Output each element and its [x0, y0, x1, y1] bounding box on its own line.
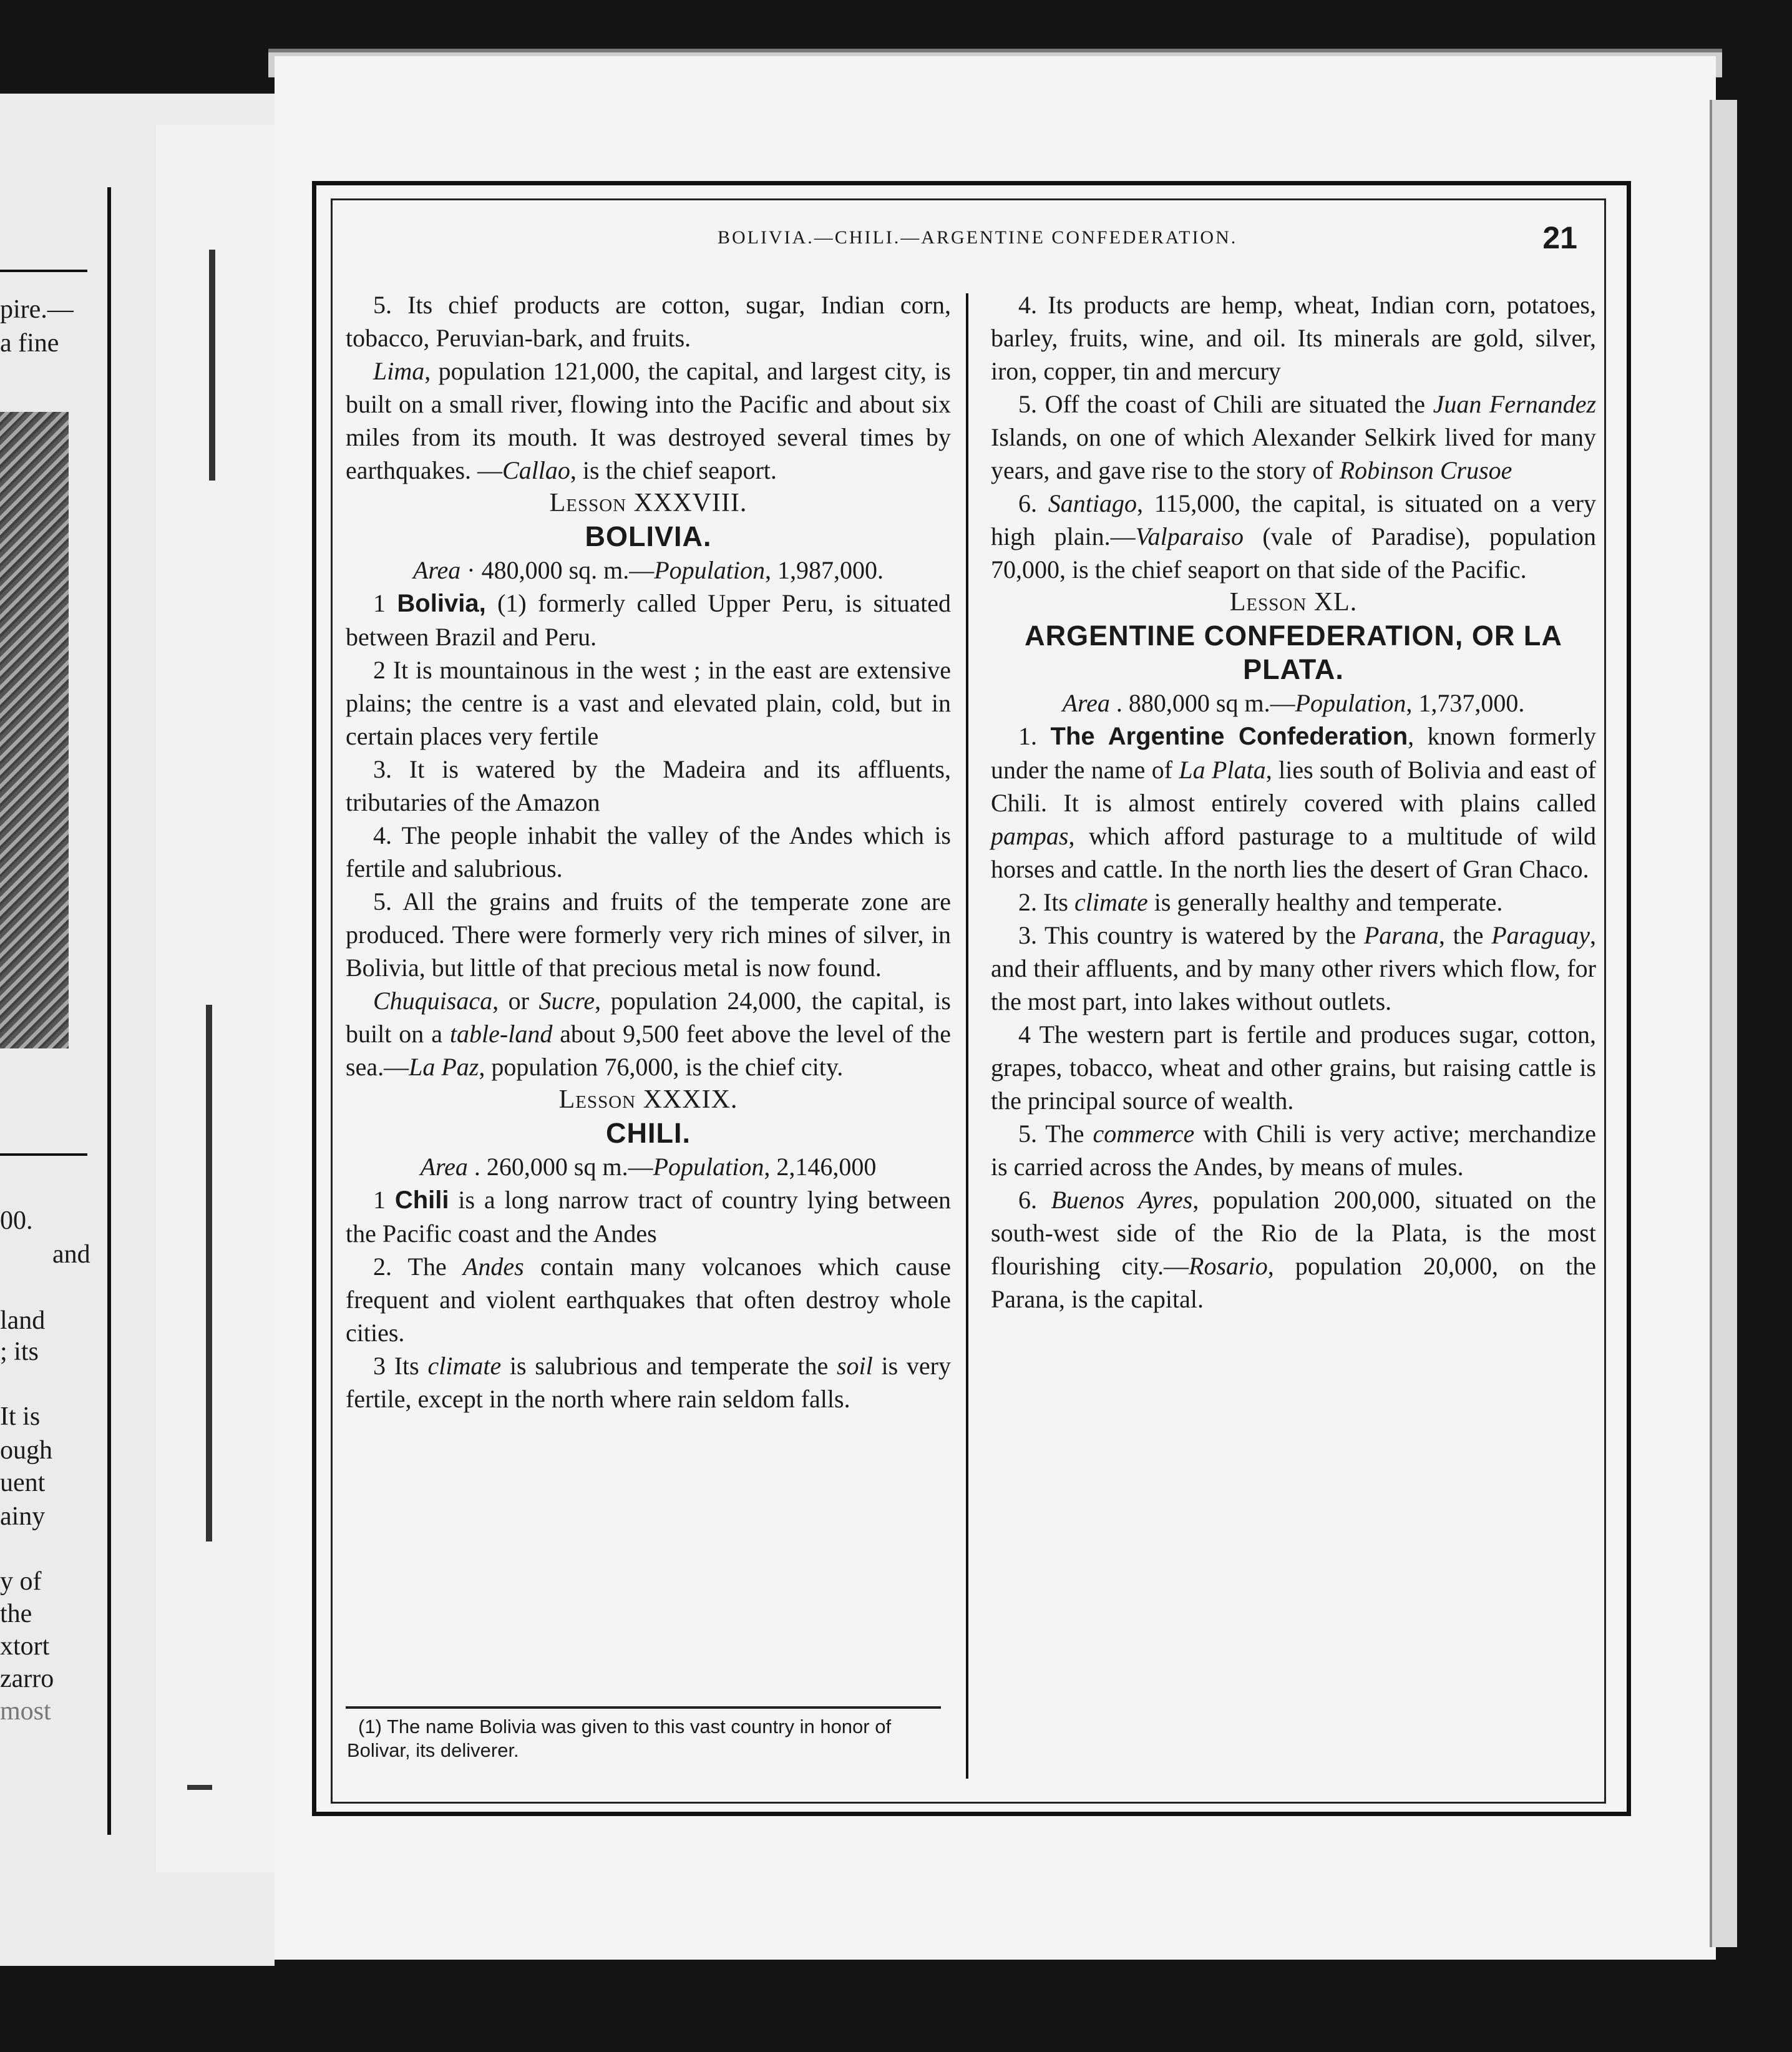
- left-fragment: y of: [0, 1567, 42, 1596]
- left-page-illustration: [0, 412, 69, 1048]
- paragraph: [991, 1117, 1596, 1183]
- population-label: Population: [1295, 689, 1406, 717]
- text: 6.: [1018, 489, 1048, 517]
- book-gutter: [156, 125, 281, 1872]
- footnote-rule: [346, 1706, 941, 1709]
- area-label: Area: [412, 556, 461, 584]
- text: 6.: [1018, 1186, 1051, 1214]
- page-number: 21: [1542, 220, 1577, 255]
- place-name: Rosario: [1189, 1252, 1268, 1280]
- population-label: Population: [654, 556, 766, 584]
- place-name: La Plata: [1179, 756, 1266, 784]
- text: (vale of Paradise), population 70,000, is the chief seaport on that side of the Pacific.: [991, 522, 1597, 584]
- left-fragment: and: [52, 1240, 90, 1269]
- place-name: Juan Fernandez: [1433, 390, 1597, 418]
- text: , the: [1438, 921, 1492, 949]
- left-fragment: ainy: [0, 1502, 46, 1531]
- text: 5. Off the coast of Chili are situated the: [1018, 390, 1433, 418]
- paragraph: [346, 1349, 951, 1415]
- place-name: Chuquisaca: [373, 987, 493, 1015]
- text: , or: [492, 987, 539, 1015]
- place-name: Lima: [373, 357, 425, 385]
- place-name: Sucre: [538, 987, 595, 1015]
- text: Islands, on one of which Alexander Selkirk lived for many years, and gave rise to the story of: [991, 423, 1596, 484]
- left-fragment: the: [0, 1600, 32, 1628]
- section-heading: BOLIVIA.: [585, 520, 712, 552]
- text: contain many volcanoes which cause frequent and violent earthquakes that often destroy whole cities.: [346, 1253, 951, 1347]
- binding-ornament: [209, 250, 215, 481]
- text: 2. The: [373, 1253, 463, 1281]
- right-column: [991, 288, 1596, 1316]
- left-fragment: pire.—: [0, 295, 74, 324]
- left-fragment: uent: [0, 1468, 46, 1497]
- place-name: Valparaiso: [1135, 522, 1244, 550]
- place-name: Buenos Ayres: [1051, 1186, 1193, 1214]
- left-fragment: land: [0, 1306, 46, 1335]
- text: with Chili is very active; merchandize is carried across the Andes, by means of mules.: [991, 1120, 1596, 1181]
- paragraph: [991, 1183, 1596, 1316]
- area-value: . 260,000 sq m.—: [467, 1153, 653, 1181]
- text: , population 200,000, situated on the south-west side of the Rio de la Plata, is the most flourishing city.—: [991, 1186, 1597, 1280]
- text: , population 20,000, on the Parana, is the capital.: [991, 1252, 1596, 1313]
- paragraph: [346, 1183, 951, 1250]
- lesson-title: Lesson XXXVIII.: [549, 489, 747, 517]
- text: 3 Its: [373, 1352, 428, 1380]
- text: is a long narrow tract of country lying between the Pacific coast and the Andes: [346, 1186, 951, 1248]
- population-value: , 1,987,000.: [765, 556, 884, 584]
- paragraph: [991, 388, 1596, 487]
- text: 3. This country is watered by the: [1018, 921, 1364, 949]
- text: (1) formerly called Upper Peru, is situated between Brazil and Peru.: [346, 589, 952, 651]
- text: , which afford pasturage to a multitude of wild horses and cattle. In the north lies the desert of Gran Chaco.: [991, 822, 1596, 883]
- left-fragment: most: [0, 1697, 51, 1726]
- left-fragment: ; its: [0, 1337, 39, 1366]
- column-divider: [966, 293, 968, 1779]
- left-fragment: xtort: [0, 1632, 50, 1661]
- area-label: Area: [420, 1153, 468, 1181]
- left-fragment: zarro: [0, 1664, 54, 1693]
- text: , known formerly under the name of: [991, 722, 1597, 784]
- paragraph: 4 The western part is fertile and produces sugar, cotton, grapes, tobacco, wheat and other grains, but raising cattle is the principal source of wealth.: [991, 1020, 1596, 1115]
- area-population-line: [346, 1150, 951, 1183]
- population-label: Population: [653, 1153, 764, 1181]
- left-page-rule: [0, 1153, 87, 1156]
- section-heading: ARGENTINE CONFEDERATION, OR LA PLATA.: [1025, 620, 1562, 685]
- section-heading: CHILI.: [606, 1117, 691, 1149]
- paragraph: 2 It is mountainous in the west ; in the east are extensive plains; the centre is a vast and elevated plain, cold, but in certain places very fertile: [346, 656, 951, 750]
- text: , is the chief seaport.: [570, 456, 777, 484]
- place-name: La Paz: [409, 1053, 479, 1081]
- term: climate: [1074, 888, 1148, 916]
- paragraph: 4. Its products are hemp, wheat, Indian corn, potatoes, barley, fruits, wine, and oil. Its minerals are gold, silver, iron, copper, tin and mercury: [991, 291, 1596, 385]
- population-value: , 2,146,000: [764, 1153, 877, 1181]
- area-label: Area: [1062, 689, 1110, 717]
- binding-ornament: [187, 1785, 212, 1790]
- keyword: Chili: [394, 1186, 449, 1214]
- text: 1: [373, 1186, 395, 1214]
- text: is generally healthy and temperate.: [1147, 888, 1503, 916]
- place-name: Andes: [462, 1253, 524, 1281]
- running-title: BOLIVIA.—CHILI.—ARGENTINE CONFEDERATION.: [718, 227, 1238, 248]
- left-fragment: a fine: [0, 329, 59, 358]
- binding-ornament: [206, 1005, 212, 1541]
- text: 1.: [1018, 722, 1051, 750]
- text: , population 24,000, the capital, is built on a: [346, 987, 951, 1048]
- text: 2. Its: [1018, 888, 1074, 916]
- text: about 9,500 feet above the level of the sea.—: [346, 1020, 952, 1081]
- footnote: [347, 1715, 946, 1762]
- text: , lies south of Bolivia and east of Chili. It is almost entirely covered with plains called: [991, 756, 1596, 817]
- area-value: · 480,000 sq. m.—: [460, 556, 655, 584]
- area-population-line: [346, 554, 951, 587]
- text: is salubrious and temperate the: [501, 1352, 837, 1380]
- page-right-edge: [1710, 100, 1737, 1947]
- text: , and their affluents, and by many other rivers which flow, for the most part, into lakes without outlets.: [991, 921, 1596, 1015]
- paragraph: [991, 886, 1596, 919]
- text: 5. The: [1018, 1120, 1093, 1148]
- paragraph: [346, 354, 951, 487]
- left-fragment: It is: [0, 1402, 41, 1431]
- text: , 115,000, the capital, is situated on a very high plain.—: [991, 489, 1597, 550]
- term: commerce: [1093, 1120, 1195, 1148]
- lesson-title: Lesson XL.: [1229, 588, 1358, 617]
- term: climate: [427, 1352, 502, 1380]
- paragraph: [346, 1250, 951, 1349]
- paragraph: 4. The people inhabit the valley of the Andes which is fertile and salubrious.: [346, 821, 951, 882]
- paragraph: [991, 720, 1596, 886]
- population-value: , 1,737,000.: [1406, 689, 1525, 717]
- term: table-land: [449, 1020, 553, 1048]
- paragraph: 3. It is watered by the Madeira and its affluents, tributaries of the Amazon: [346, 755, 951, 816]
- footnote-text: (1) The name Bolivia was given to this vast country in honor of Bolivar, its deliverer.: [347, 1716, 892, 1761]
- running-header: [331, 220, 1602, 263]
- left-column: [346, 288, 951, 1415]
- area-value: . 880,000 sq m.—: [1109, 689, 1295, 717]
- term: soil: [836, 1352, 873, 1380]
- keyword: The Argentine Confederation: [1050, 723, 1408, 750]
- text: is very fertile, except in the north where rain seldom falls.: [346, 1352, 951, 1413]
- book-title: Robinson Crusoe: [1339, 456, 1512, 484]
- place-name: Callao: [502, 456, 570, 484]
- left-fragment: ough: [0, 1436, 52, 1465]
- text: , population 76,000, is the chief city.: [479, 1053, 844, 1081]
- lesson-title: Lesson XXXIX.: [558, 1085, 738, 1114]
- paragraph: [346, 984, 951, 1083]
- place-name: Parana: [1363, 921, 1439, 949]
- paragraph: [991, 919, 1596, 1018]
- paragraph: 5. Its chief products are cotton, sugar, Indian corn, tobacco, Peruvian-bark, and fruits.: [346, 291, 951, 352]
- place-name: Paraguay: [1491, 921, 1590, 949]
- paragraph: 5. All the grains and fruits of the temperate zone are produced. There were formerly very rich mines of silver, in Bolivia, but little of that precious metal is now found.: [346, 887, 951, 982]
- place-name: Santiago: [1048, 489, 1137, 517]
- paragraph: [991, 487, 1596, 586]
- area-population-line: [991, 686, 1596, 720]
- left-page-rule: [0, 270, 87, 272]
- text: , population 121,000, the capital, and largest city, is built on a small river, flowing into the Pacific and about six miles from its mouth. It was destroyed several times by earthquakes. —: [346, 357, 951, 484]
- keyword: Bolivia,: [397, 590, 486, 617]
- left-fragment: 00.: [0, 1206, 33, 1235]
- paragraph: [346, 587, 951, 653]
- text: 1: [373, 589, 397, 617]
- term: pampas: [991, 822, 1069, 850]
